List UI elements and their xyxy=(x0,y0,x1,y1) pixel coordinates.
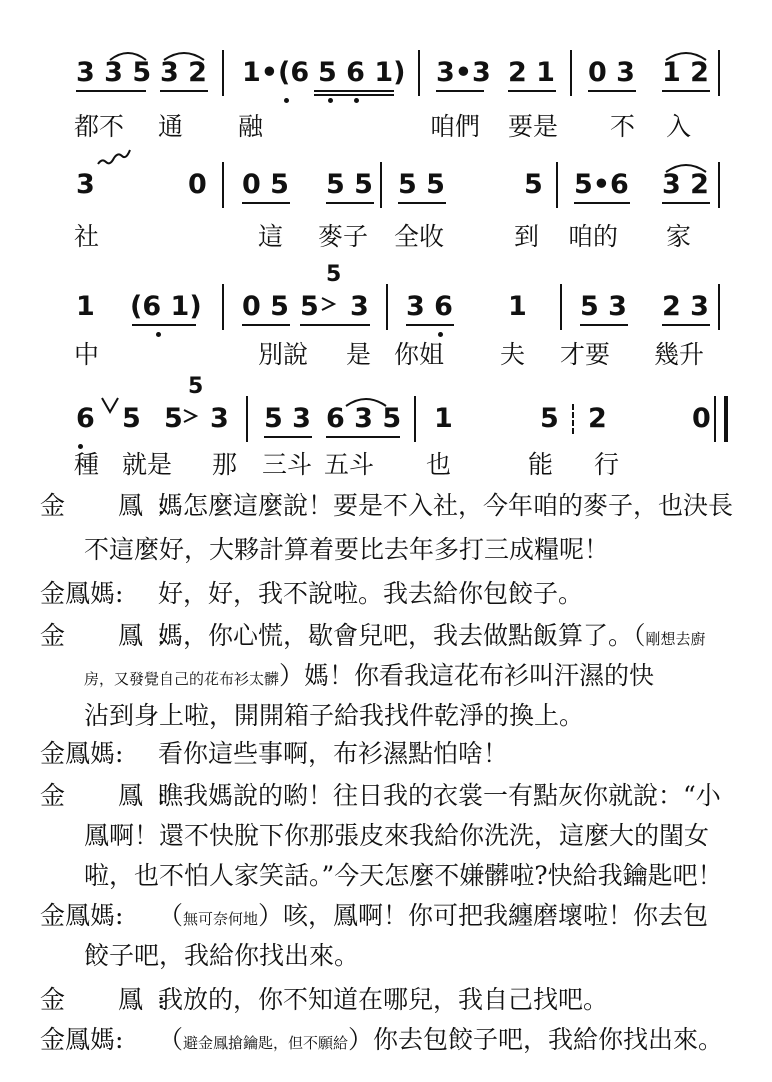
note-group: 1 xyxy=(508,291,527,322)
dialogue-line: 好，好，我不說啦。我去給你包餃子。 xyxy=(158,579,584,608)
dialogue-7 xyxy=(40,980,740,1020)
dialogue-line: 沾到身上啦，開開箱子給我找件乾淨的換上。 xyxy=(84,701,585,730)
octave-dot xyxy=(284,98,289,103)
grace-note: 5 xyxy=(188,374,204,399)
lyric: 你姐 xyxy=(394,340,445,369)
speaker: 金 鳳: xyxy=(40,621,180,650)
underline xyxy=(406,324,454,326)
lyric: 夫 xyxy=(500,340,526,369)
dialogue-1 xyxy=(40,486,740,570)
note-group: 3•3 xyxy=(436,57,491,88)
lyric: 那 xyxy=(212,450,238,479)
speaker: 金 鳳: xyxy=(40,781,180,810)
lyric: 融 xyxy=(238,112,264,141)
underline xyxy=(574,202,630,204)
barline xyxy=(572,404,574,434)
lyric: 才要 xyxy=(560,340,611,369)
stage-direction: 避金鳳搶鑰匙，但不願給 xyxy=(183,1034,349,1052)
barline xyxy=(718,284,720,330)
lyric: 幾升 xyxy=(654,340,705,369)
dialogue-6 xyxy=(40,896,740,976)
stage-direction: 剛想去廚 xyxy=(645,630,706,648)
lyric: 到 xyxy=(514,222,540,251)
speaker: 金鳳媽: xyxy=(40,579,124,608)
dialogue-line: 啦，也不怕人家笑話。”今天怎麼不嫌髒啦?快給我鑰匙吧！ xyxy=(84,861,723,890)
octave-dot xyxy=(438,332,443,337)
octave-dot xyxy=(328,98,333,103)
dialogue-text: 媽，你心慌，歇會兒吧，我去做點飯算了。（ xyxy=(158,621,646,650)
barline xyxy=(718,162,720,208)
lyric-row-2 xyxy=(0,222,772,260)
lyric: 麥子 xyxy=(318,222,369,251)
lyric: 這 xyxy=(258,222,284,251)
dialogue-text: ）你去包餃子吧，我給你找出來。 xyxy=(348,1025,724,1054)
barline xyxy=(414,396,416,442)
speaker: 金 鳳: xyxy=(40,491,180,520)
underline xyxy=(264,436,312,438)
trill-mark xyxy=(96,144,132,168)
lyric: 通 xyxy=(158,112,184,141)
underline xyxy=(588,90,636,92)
dialogue-text: ）媽！你看我這花布衫叫汗濕的快 xyxy=(279,661,655,690)
lyric: 咱們 xyxy=(430,112,481,141)
barline xyxy=(222,50,224,96)
lyric: 都不 xyxy=(74,112,125,141)
slur xyxy=(108,50,148,62)
speaker: 金鳳媽: xyxy=(40,1025,124,1054)
dialogue-line: 瞧我媽說的喲！往日我的衣裳一有點灰你就說：“小 xyxy=(158,781,721,810)
note-group: 3 6 xyxy=(406,291,453,322)
dialogue-text: （ xyxy=(158,901,184,930)
note-group: 2 1 xyxy=(508,57,555,88)
note-group: 1 xyxy=(76,291,95,322)
stage-direction: 房，又發覺自己的花布衫太髒 xyxy=(84,670,280,688)
underline xyxy=(300,324,370,326)
note-group: 5•6 xyxy=(574,169,629,200)
lyric: 三斗 xyxy=(262,450,313,479)
score-row-3 xyxy=(0,262,772,336)
note-group: 3 2 xyxy=(160,57,207,88)
octave-dot xyxy=(354,98,359,103)
barline xyxy=(380,162,382,208)
underline xyxy=(242,324,290,326)
note-group: 2 xyxy=(588,403,607,434)
lyric: 就是 xyxy=(122,450,173,479)
note-group: 5 xyxy=(164,403,183,434)
underline xyxy=(508,90,556,92)
note-group: 2 3 xyxy=(662,291,709,322)
note-group: 5 3 xyxy=(580,291,627,322)
barline xyxy=(556,162,558,208)
note-group: 0 xyxy=(188,169,207,200)
underline xyxy=(160,90,208,92)
slur xyxy=(344,396,388,408)
dialogue-line: 不這麼好，大夥計算着要比去年多打三成糧呢！ xyxy=(84,535,610,564)
underline xyxy=(398,202,446,204)
grace-slur xyxy=(180,408,204,424)
note-group: 0 3 xyxy=(588,57,635,88)
score-row-2 xyxy=(0,162,772,214)
note-group: 3 2 xyxy=(662,169,709,200)
lyric: 能 xyxy=(528,450,554,479)
underline xyxy=(436,90,484,92)
underline xyxy=(76,90,146,92)
lyric: 不 xyxy=(610,112,636,141)
note-group: 6 xyxy=(76,403,95,434)
final-barline xyxy=(714,396,728,442)
note-group: 3 xyxy=(350,291,369,322)
dialogue-3 xyxy=(40,616,740,736)
barline xyxy=(570,50,572,96)
note-group: 0 5 xyxy=(242,291,289,322)
lyric: 別說 xyxy=(258,340,309,369)
dialogue-5 xyxy=(40,776,740,896)
dialogue-line: 看你這些事啊，布衫濕點怕啥！ xyxy=(158,739,509,768)
underline xyxy=(242,202,290,204)
dialogue-line xyxy=(158,896,708,939)
score-row-4 xyxy=(0,374,772,448)
note-group: 5 xyxy=(540,403,559,434)
lyric: 社 xyxy=(74,222,100,251)
barline xyxy=(222,284,224,330)
underline xyxy=(314,90,394,92)
slur xyxy=(664,162,708,174)
dialogue-4 xyxy=(40,734,740,774)
lyric-row-4 xyxy=(0,450,772,488)
note-group: 6 3 5 xyxy=(326,403,402,434)
dialogue-line: 我放的，你不知道在哪兒，我自己找吧。 xyxy=(158,985,609,1014)
lyric: 五斗 xyxy=(324,450,375,479)
note-group: 1 xyxy=(434,403,453,434)
dialogue-8 xyxy=(40,1020,740,1060)
grace-slur xyxy=(318,296,342,312)
dialogue-line xyxy=(84,656,654,699)
underline xyxy=(662,90,710,92)
barline xyxy=(386,284,388,330)
note-group: (6 1) xyxy=(130,291,202,322)
dialogue-line xyxy=(158,616,706,659)
grace-note: 5 xyxy=(326,262,342,287)
underline xyxy=(326,436,400,438)
note-group: 5 xyxy=(122,403,141,434)
dialogue-line: 餃子吧，我給你找出來。 xyxy=(84,941,360,970)
speaker: 金 鳳: xyxy=(40,985,180,1014)
lyric: 咱的 xyxy=(568,222,619,251)
octave-dot xyxy=(78,444,83,449)
note-group: 5 5 xyxy=(326,169,373,200)
lyric-row-3 xyxy=(0,340,772,378)
note-group: 0 xyxy=(692,403,711,434)
barline xyxy=(560,284,562,330)
underline xyxy=(326,202,374,204)
dialogue-line: 鳳啊！還不快脫下你那張皮來我給你洗洗，這麼大的閨女 xyxy=(84,821,710,850)
note-group: 5 5 xyxy=(398,169,445,200)
note-group: 1 2 xyxy=(662,57,709,88)
dialogue-text: ）咳，鳳啊！你可把我纏磨壞啦！你去包 xyxy=(258,901,709,930)
dialogue-text: （ xyxy=(158,1025,184,1054)
note-group: 5 xyxy=(300,291,319,322)
note-group: 1•(6 xyxy=(242,57,310,88)
underline xyxy=(314,94,394,96)
note-group: 3 xyxy=(210,403,229,434)
octave-dot xyxy=(156,332,161,337)
lyric: 是 xyxy=(346,340,372,369)
lyric: 入 xyxy=(666,112,692,141)
score-row-1 xyxy=(0,50,772,102)
lyric: 中 xyxy=(74,340,100,369)
barline xyxy=(222,162,224,208)
barline xyxy=(418,50,420,96)
lyric: 要是 xyxy=(508,112,559,141)
dialogue-line: 媽怎麼這麼說！要是不入社，今年咱的麥子，也決長 xyxy=(158,491,734,520)
lyric: 行 xyxy=(594,450,620,479)
underline xyxy=(132,324,196,326)
dialogue-line xyxy=(158,1020,723,1063)
lyric: 全收 xyxy=(394,222,445,251)
breath-mark xyxy=(100,396,120,416)
note-group: 5 xyxy=(524,169,543,200)
underline xyxy=(662,324,710,326)
lyric: 也 xyxy=(426,450,452,479)
lyric: 種 xyxy=(74,450,100,479)
stage-direction: 無可奈何地 xyxy=(183,910,259,928)
underline xyxy=(580,324,628,326)
slur xyxy=(664,50,708,62)
barline xyxy=(718,50,720,96)
note-group: 3 xyxy=(76,169,95,200)
dialogue-2 xyxy=(40,574,740,614)
note-group: 5 6 1) xyxy=(318,57,406,88)
barline xyxy=(246,396,248,442)
underline xyxy=(662,202,710,204)
note-group: 5 3 xyxy=(264,403,311,434)
speaker: 金鳳媽: xyxy=(40,739,124,768)
slur xyxy=(162,50,206,62)
note-group: 3 3 5 xyxy=(76,57,152,88)
lyric: 家 xyxy=(666,222,692,251)
speaker: 金鳳媽: xyxy=(40,901,124,930)
note-group: 0 5 xyxy=(242,169,289,200)
